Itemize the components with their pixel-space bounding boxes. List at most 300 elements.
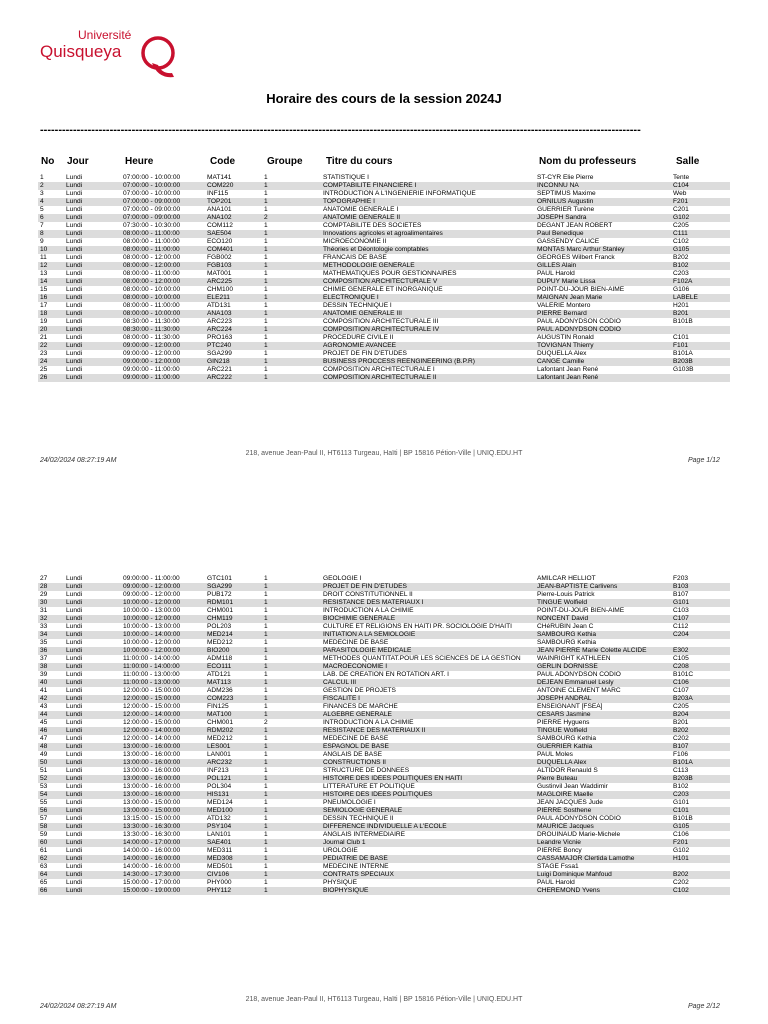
cell-time: 07:00:00 - 09:00:00 bbox=[123, 206, 181, 213]
cell-course-title: COMPTABILITE FINANCIERE I bbox=[321, 182, 535, 190]
cell-time: 08:00:00 - 12:00:00 bbox=[121, 262, 205, 270]
cell-code: LAN101 bbox=[207, 831, 231, 838]
cell-day: Lundi bbox=[66, 238, 83, 245]
cell-no: 60 bbox=[38, 839, 64, 847]
table-row bbox=[38, 751, 730, 759]
cell-professor: Pierre Buteau bbox=[535, 775, 671, 783]
cell-no: 61 bbox=[40, 847, 48, 854]
cell-course-title: ANGLAIS DE BASE bbox=[323, 751, 382, 758]
cell-code: INF213 bbox=[207, 767, 229, 774]
table-row bbox=[38, 174, 730, 182]
table-row bbox=[38, 222, 730, 230]
cell-group: 1 bbox=[262, 871, 321, 879]
cell-professor: CESARS Jasmine bbox=[535, 711, 671, 719]
cell-course-title: COMPOSITION ARCHITECTURALE II bbox=[321, 374, 535, 382]
cell-time: 10:00:00 - 12:00:00 bbox=[121, 599, 205, 607]
cell-time: 09:00:00 - 12:00:00 bbox=[121, 358, 205, 366]
table-row bbox=[38, 623, 730, 631]
cell-no: 44 bbox=[38, 711, 64, 719]
cell-day: Lundi bbox=[66, 190, 83, 197]
cell-code: COM401 bbox=[205, 246, 262, 254]
cell-professor: PAUL ADONYDSON CODIO bbox=[537, 671, 621, 678]
cell-group: 1 bbox=[262, 599, 321, 607]
cell-time: 13:15:00 - 15:00:00 bbox=[123, 815, 181, 822]
cell-course-title: PROJET DE FIN D'ETUDES bbox=[321, 583, 535, 591]
cell-group: 1 bbox=[264, 751, 268, 758]
table-row bbox=[38, 350, 730, 358]
cell-group: 1 bbox=[262, 182, 321, 190]
cell-day: Lundi bbox=[66, 703, 83, 710]
cell-no: 5 bbox=[40, 206, 44, 213]
cell-no: 56 bbox=[38, 807, 64, 815]
cell-group: 1 bbox=[262, 855, 321, 863]
cell-professor: Lafontant Jean René bbox=[537, 366, 599, 373]
cell-day: Lundi bbox=[64, 583, 121, 591]
cell-course-title: FRANCAIS DE BASE bbox=[323, 254, 387, 261]
cell-day: Lundi bbox=[64, 743, 121, 751]
cell-room bbox=[671, 374, 730, 382]
cell-time: 10:00:00 - 13:00:00 bbox=[123, 607, 181, 614]
cell-room: C107 bbox=[673, 687, 689, 694]
cell-day: Lundi bbox=[64, 374, 121, 382]
table-row bbox=[38, 727, 730, 735]
cell-room: C101 bbox=[673, 334, 689, 341]
cell-group: 1 bbox=[262, 887, 321, 895]
cell-no: 57 bbox=[40, 815, 48, 822]
cell-no: 15 bbox=[40, 286, 48, 293]
cell-professor: JEAN JACQUES Jude bbox=[537, 799, 603, 806]
cell-professor: POINT-DU-JOUR BIEN-AIME bbox=[537, 607, 625, 614]
cell-code: PHY112 bbox=[205, 887, 262, 895]
cell-room: C202 bbox=[673, 879, 689, 886]
cell-no: 13 bbox=[40, 270, 48, 277]
cell-code: HIS131 bbox=[205, 791, 262, 799]
cell-day: Lundi bbox=[66, 366, 83, 373]
cell-group: 1 bbox=[264, 623, 268, 630]
cell-group: 1 bbox=[264, 334, 268, 341]
cell-group: 1 bbox=[262, 775, 321, 783]
cell-no: 29 bbox=[40, 591, 48, 598]
cell-time: 13:30:00 - 16:30:00 bbox=[123, 831, 181, 838]
cell-professor: JEAN PIERRE Marie Colette ALCIDE bbox=[535, 647, 671, 655]
page-title: Horaire des cours de la session 2024J bbox=[266, 91, 502, 106]
cell-time: 11:00:00 - 14:00:00 bbox=[121, 663, 205, 671]
cell-day: Lundi bbox=[64, 182, 121, 190]
cell-code: CIV106 bbox=[205, 871, 262, 879]
cell-no: 27 bbox=[40, 575, 48, 582]
cell-group: 1 bbox=[264, 639, 268, 646]
cell-professor: ANTOINE CLEMENT MARC bbox=[537, 687, 621, 694]
table-row bbox=[38, 358, 730, 366]
cell-professor: PIERRE Hyguens bbox=[537, 719, 590, 726]
cell-code: MED308 bbox=[205, 855, 262, 863]
cell-course-title: INTRODUCTION A LA CHIMIE bbox=[323, 719, 414, 726]
cell-time: 13:00:00 - 16:00:00 bbox=[123, 783, 181, 790]
cell-time: 10:00:00 - 12:00:00 bbox=[123, 639, 181, 646]
cell-room: G103B bbox=[673, 366, 694, 373]
cell-day: Lundi bbox=[64, 326, 121, 334]
cell-group: 1 bbox=[262, 374, 321, 382]
cell-group: 1 bbox=[262, 615, 321, 623]
cell-group: 1 bbox=[262, 695, 321, 703]
cell-no: 58 bbox=[38, 823, 64, 831]
cell-group: 1 bbox=[264, 799, 268, 806]
cell-no: 41 bbox=[40, 687, 48, 694]
cell-day: Lundi bbox=[66, 847, 83, 854]
cell-professor: WAINRIGHT KATHLEEN bbox=[537, 655, 611, 662]
logo-text-universite: Université bbox=[78, 28, 132, 42]
cell-professor: GILLES Alain bbox=[535, 262, 671, 270]
cell-no: 34 bbox=[38, 631, 64, 639]
table-row bbox=[38, 270, 730, 278]
cell-no: 1 bbox=[40, 174, 44, 181]
cell-group: 1 bbox=[262, 743, 321, 751]
cell-day: Lundi bbox=[64, 871, 121, 879]
cell-no: 17 bbox=[40, 302, 48, 309]
cell-time: 08:00:00 - 11:00:00 bbox=[123, 270, 180, 277]
cell-professor: JEAN-BAPTISTE Carlivens bbox=[535, 583, 671, 591]
cell-code: ATD121 bbox=[207, 671, 231, 678]
cell-group: 1 bbox=[262, 358, 321, 366]
cell-time: 08:00:00 - 10:00:00 bbox=[123, 286, 181, 293]
table-row bbox=[38, 334, 730, 342]
cell-professor: AUGUSTIN Ronald bbox=[537, 334, 594, 341]
cell-no: 37 bbox=[40, 655, 48, 662]
cell-day: Lundi bbox=[66, 799, 83, 806]
cell-room: F201 bbox=[671, 198, 730, 206]
table-row bbox=[38, 318, 730, 326]
cell-no: 20 bbox=[38, 326, 64, 334]
cell-course-title: COMPTABILITE DES SOCIETES bbox=[323, 222, 422, 229]
cell-course-title: BIOCHIMIE GENERALE bbox=[321, 615, 535, 623]
cell-room: G105 bbox=[671, 823, 730, 831]
cell-course-title: COMPOSITION ARCHITECTURALE IV bbox=[321, 326, 535, 334]
cell-group: 1 bbox=[264, 831, 268, 838]
cell-day: Lundi bbox=[64, 246, 121, 254]
cell-group: 1 bbox=[262, 759, 321, 767]
cell-no: 66 bbox=[38, 887, 64, 895]
cell-day: Lundi bbox=[66, 863, 83, 870]
cell-course-title: DIFFERENCE INDIVIDUELLE A L'ECOLE bbox=[321, 823, 535, 831]
cell-day: Lundi bbox=[66, 318, 83, 325]
cell-time: 12:00:00 - 15:00:00 bbox=[123, 703, 181, 710]
cell-day: Lundi bbox=[64, 775, 121, 783]
cell-time: 15:00:00 - 19:00:00 bbox=[121, 887, 205, 895]
cell-room: G106 bbox=[673, 286, 690, 293]
cell-time: 13:00:00 - 16:00:00 bbox=[121, 759, 205, 767]
cell-code: ELE211 bbox=[205, 294, 262, 302]
cell-day: Lundi bbox=[64, 358, 121, 366]
table-row bbox=[38, 887, 730, 895]
table-row bbox=[38, 583, 730, 591]
cell-time: 11:00:00 - 13:00:00 bbox=[123, 671, 180, 678]
cell-group: 1 bbox=[264, 783, 268, 790]
cell-professor: TINGUE Wolfield bbox=[535, 727, 671, 735]
cell-day: Lundi bbox=[66, 254, 83, 261]
cell-day: Lundi bbox=[66, 831, 83, 838]
cell-code: ECO120 bbox=[207, 238, 233, 245]
cell-group: 1 bbox=[262, 679, 321, 687]
cell-room: B107 bbox=[671, 743, 730, 751]
cell-course-title: MATHEMATIQUES POUR GESTIONNAIRES bbox=[323, 270, 457, 277]
cell-course-title: PARASITOLOGIE MEDICALE bbox=[321, 647, 535, 655]
cell-course-title: DROIT CONSTITUTIONNEL II bbox=[323, 591, 413, 598]
cell-room: G101 bbox=[673, 799, 690, 806]
cell-code: POL121 bbox=[205, 775, 262, 783]
table-row bbox=[38, 278, 730, 286]
cell-code: SGA299 bbox=[205, 583, 262, 591]
cell-professor: MAURICE Jacques bbox=[535, 823, 671, 831]
cell-course-title: ESPAGNOL DE BASE bbox=[321, 743, 535, 751]
university-logo bbox=[40, 28, 180, 86]
cell-room: C205 bbox=[673, 222, 689, 229]
cell-day: Lundi bbox=[66, 639, 83, 646]
cell-group: 1 bbox=[264, 863, 268, 870]
cell-code: RDM101 bbox=[205, 599, 262, 607]
cell-day: Lundi bbox=[66, 719, 83, 726]
cell-course-title: COMPOSITION ARCHITECTURALE I bbox=[323, 366, 435, 373]
table-row bbox=[38, 190, 730, 198]
cell-course-title: MEDECINE DE BASE bbox=[323, 639, 389, 646]
cell-no: 49 bbox=[40, 751, 48, 758]
table-row bbox=[38, 863, 730, 871]
cell-course-title: ALGEBRE GENERALE bbox=[321, 711, 535, 719]
cell-room: B201 bbox=[671, 310, 730, 318]
cell-no: 40 bbox=[38, 679, 64, 687]
table-row bbox=[38, 575, 730, 583]
cell-no: 18 bbox=[38, 310, 64, 318]
cell-course-title: PROCEDURE CIVILE II bbox=[323, 334, 394, 341]
cell-group: 1 bbox=[262, 647, 321, 655]
cell-course-title: ANGLAIS INTERMEDIAIRE bbox=[323, 831, 406, 838]
table-row bbox=[38, 326, 730, 334]
cell-professor: Paul Benedique bbox=[535, 230, 671, 238]
cell-group: 1 bbox=[262, 791, 321, 799]
cell-day: Lundi bbox=[66, 879, 83, 886]
cell-professor: Pierre-Louis Patrick bbox=[537, 591, 595, 598]
cell-time: 13:00:00 - 16:00:00 bbox=[121, 743, 205, 751]
cell-no: 24 bbox=[38, 358, 64, 366]
cell-code: TOP201 bbox=[205, 198, 262, 206]
footer-address-page1: 218, avenue Jean-Paul II, HT6113 Turgeau, Haïti | BP 15816 Pétion-Ville | UNIQ.EDU.HT bbox=[245, 450, 523, 457]
cell-course-title: ELECTRONIQUE I bbox=[321, 294, 535, 302]
cell-course-title: MACROECONOMIE I bbox=[321, 663, 535, 671]
cell-room: F106 bbox=[673, 751, 689, 758]
cell-room: F102A bbox=[671, 278, 730, 286]
cell-group: 1 bbox=[264, 591, 268, 598]
cell-no: 6 bbox=[38, 214, 64, 222]
cell-room: C102 bbox=[673, 238, 689, 245]
cell-time: 08:00:00 - 11:30:00 bbox=[123, 334, 180, 341]
cell-time: 07:30:00 - 10:30:00 bbox=[123, 222, 181, 229]
table-row bbox=[38, 663, 730, 671]
cell-no: 31 bbox=[40, 607, 48, 614]
cell-code: ADM118 bbox=[207, 655, 233, 662]
cell-group: 1 bbox=[262, 198, 321, 206]
cell-room: B101A bbox=[671, 759, 730, 767]
table-row bbox=[38, 671, 730, 679]
cell-day: Lundi bbox=[66, 815, 83, 822]
cell-room: C205 bbox=[673, 703, 689, 710]
cell-course-title: TOPOGRAPHIE I bbox=[321, 198, 535, 206]
cell-no: 4 bbox=[38, 198, 64, 206]
cell-code: FIN125 bbox=[207, 703, 229, 710]
cell-time: 13:00:00 - 16:00:00 bbox=[123, 751, 181, 758]
cell-no: 33 bbox=[40, 623, 48, 630]
cell-time: 09:00:00 - 11:00:00 bbox=[121, 374, 205, 382]
cell-code: MED214 bbox=[205, 631, 262, 639]
cell-time: 15:00:00 - 17:00:00 bbox=[123, 879, 181, 886]
cell-no: 14 bbox=[38, 278, 64, 286]
cell-professor: DUQUELLA Alex bbox=[535, 759, 671, 767]
cell-professor: JOSEPH Sandra bbox=[535, 214, 671, 222]
cell-no: 11 bbox=[40, 254, 47, 261]
cell-day: Lundi bbox=[64, 663, 121, 671]
cell-course-title: STRUCTURE DE DONNEES bbox=[323, 767, 410, 774]
cell-course-title: MEDECINE DE BASE bbox=[323, 735, 389, 742]
cell-day: Lundi bbox=[64, 278, 121, 286]
cell-day: Lundi bbox=[66, 767, 83, 774]
cell-no: 59 bbox=[40, 831, 48, 838]
table-row bbox=[38, 238, 730, 246]
cell-time: 13:30:00 - 16:30:00 bbox=[121, 823, 205, 831]
cell-no: 51 bbox=[40, 767, 48, 774]
cell-group: 1 bbox=[262, 262, 321, 270]
cell-time: 14:30:00 - 17:30:00 bbox=[121, 871, 205, 879]
table-row bbox=[38, 871, 730, 879]
cell-no: 50 bbox=[38, 759, 64, 767]
cell-room: B101B bbox=[673, 318, 693, 325]
table-row bbox=[38, 182, 730, 190]
cell-professor: GERLIN DORNISSE bbox=[535, 663, 671, 671]
schedule-table-page1 bbox=[38, 174, 730, 382]
cell-professor: CANGE Camille bbox=[535, 358, 671, 366]
cell-room: B201 bbox=[673, 719, 689, 726]
table-row bbox=[38, 254, 730, 262]
table-row bbox=[38, 214, 730, 222]
header-day: Jour bbox=[67, 156, 89, 167]
cell-course-title: INTRODUCTION A LA CHIMIE bbox=[323, 607, 414, 614]
table-row bbox=[38, 679, 730, 687]
cell-time: 10:00:00 - 12:00:00 bbox=[121, 647, 205, 655]
cell-time: 14:00:00 - 16:00:00 bbox=[123, 863, 181, 870]
cell-time: 13:00:00 - 15:00:00 bbox=[121, 807, 205, 815]
cell-time: 08:00:00 - 10:00:00 bbox=[121, 310, 205, 318]
cell-group: 1 bbox=[264, 190, 268, 197]
cell-group: 1 bbox=[262, 839, 321, 847]
cell-group: 1 bbox=[264, 879, 268, 886]
cell-room: C111 bbox=[671, 230, 730, 238]
cell-professor: SAMBOURG Kethia bbox=[537, 735, 596, 742]
cell-professor: AMILCAR HELLIOT bbox=[537, 575, 596, 582]
cell-room: E302 bbox=[671, 647, 730, 655]
cell-course-title: BUSINESS PROCCESS REENGINEERING (B.P.R) bbox=[321, 358, 535, 366]
header-prof: Nom du professeurs bbox=[539, 156, 637, 167]
cell-professor: GEORGES Wilbert Franck bbox=[537, 254, 615, 261]
separator-dashes: -------------------------------------------------------------------------------------------------------------------------------------------------------------------- bbox=[40, 124, 641, 136]
cell-room: C203 bbox=[673, 270, 689, 277]
header-no: No bbox=[41, 156, 55, 167]
cell-professor: Lafontant Jean René bbox=[535, 374, 671, 382]
table-row bbox=[38, 807, 730, 815]
cell-course-title: Innovations agricoles et agroalimentaires bbox=[321, 230, 535, 238]
cell-room: C105 bbox=[673, 655, 689, 662]
cell-room: F203 bbox=[673, 575, 689, 582]
cell-code: SGA299 bbox=[207, 350, 232, 357]
cell-room: C112 bbox=[673, 623, 689, 630]
cell-course-title: CONTRATS SPECIAUX bbox=[321, 871, 535, 879]
cell-group: 1 bbox=[264, 302, 268, 309]
cell-time: 07:00:00 - 09:00:00 bbox=[121, 198, 205, 206]
cell-day: Lundi bbox=[64, 711, 121, 719]
table-row bbox=[38, 879, 730, 887]
cell-no: 8 bbox=[38, 230, 64, 238]
cell-time: 09:00:00 - 11:00:00 bbox=[123, 575, 180, 582]
cell-group: 1 bbox=[264, 270, 268, 277]
table-row bbox=[38, 198, 730, 206]
footer-address-page2: 218, avenue Jean-Paul II, HT6113 Turgeau, Haïti | BP 15816 Pétion-Ville | UNIQ.EDU.HT bbox=[245, 996, 523, 1003]
cell-course-title: COMPOSITION ARCHITECTURALE III bbox=[323, 318, 439, 325]
cell-day: Lundi bbox=[66, 575, 83, 582]
cell-day: Lundi bbox=[66, 270, 83, 277]
cell-group: 1 bbox=[264, 671, 268, 678]
cell-no: 39 bbox=[40, 671, 48, 678]
cell-room: H201 bbox=[673, 302, 689, 309]
cell-room: H101 bbox=[671, 855, 730, 863]
cell-room: G102 bbox=[673, 847, 690, 854]
cell-room: C204 bbox=[671, 631, 730, 639]
cell-time: 08:00:00 - 11:00:00 bbox=[121, 230, 205, 238]
cell-professor: DUPUY Marie Lissa bbox=[535, 278, 671, 286]
cell-code: ANA101 bbox=[207, 206, 232, 213]
cell-code: MED100 bbox=[205, 807, 262, 815]
cell-code: POL304 bbox=[207, 783, 232, 790]
cell-no: 52 bbox=[38, 775, 64, 783]
cell-time: 13:00:00 - 16:00:00 bbox=[121, 791, 205, 799]
cell-time: 11:00:00 - 13:00:00 bbox=[121, 679, 205, 687]
cell-code: ATD131 bbox=[207, 302, 231, 309]
cell-course-title: LITTÉRATURE ET POLITIQUE bbox=[323, 783, 415, 790]
table-row bbox=[38, 302, 730, 310]
cell-room: LABELE bbox=[671, 294, 730, 302]
cell-professor: GUERRIER Kathia bbox=[535, 743, 671, 751]
cell-day: Lundi bbox=[64, 310, 121, 318]
cell-course-title: CALCUL III bbox=[321, 679, 535, 687]
cell-day: Lundi bbox=[64, 342, 121, 350]
cell-day: Lundi bbox=[64, 855, 121, 863]
cell-professor: DEJEAN Emmanuel Lesly bbox=[535, 679, 671, 687]
cell-course-title: PHYSIQUE bbox=[323, 879, 358, 886]
cell-room: B103 bbox=[671, 583, 730, 591]
cell-professor: PAUL Harold bbox=[537, 270, 575, 277]
cell-code: PRO163 bbox=[207, 334, 233, 341]
cell-code: LAN001 bbox=[207, 751, 231, 758]
table-row bbox=[38, 366, 730, 374]
cell-day: Lundi bbox=[66, 783, 83, 790]
cell-course-title: RESISTANCE DES MATERIAUX II bbox=[321, 727, 535, 735]
cell-professor: SAMBOURG Kethia bbox=[535, 631, 671, 639]
cell-course-title: Théories et Déontologie comptables bbox=[321, 246, 535, 254]
cell-no: 26 bbox=[38, 374, 64, 382]
cell-professor: JOSEPH ANDRAL bbox=[535, 695, 671, 703]
cell-room: B202 bbox=[671, 727, 730, 735]
cell-code: FGB103 bbox=[205, 262, 262, 270]
cell-course-title: GESTION DE PROJETS bbox=[323, 687, 396, 694]
cell-group: 1 bbox=[264, 318, 268, 325]
cell-code: ARC232 bbox=[205, 759, 262, 767]
cell-professor: ALTIDOR Renauld S bbox=[537, 767, 598, 774]
cell-professor: INCONNU NA bbox=[535, 182, 671, 190]
